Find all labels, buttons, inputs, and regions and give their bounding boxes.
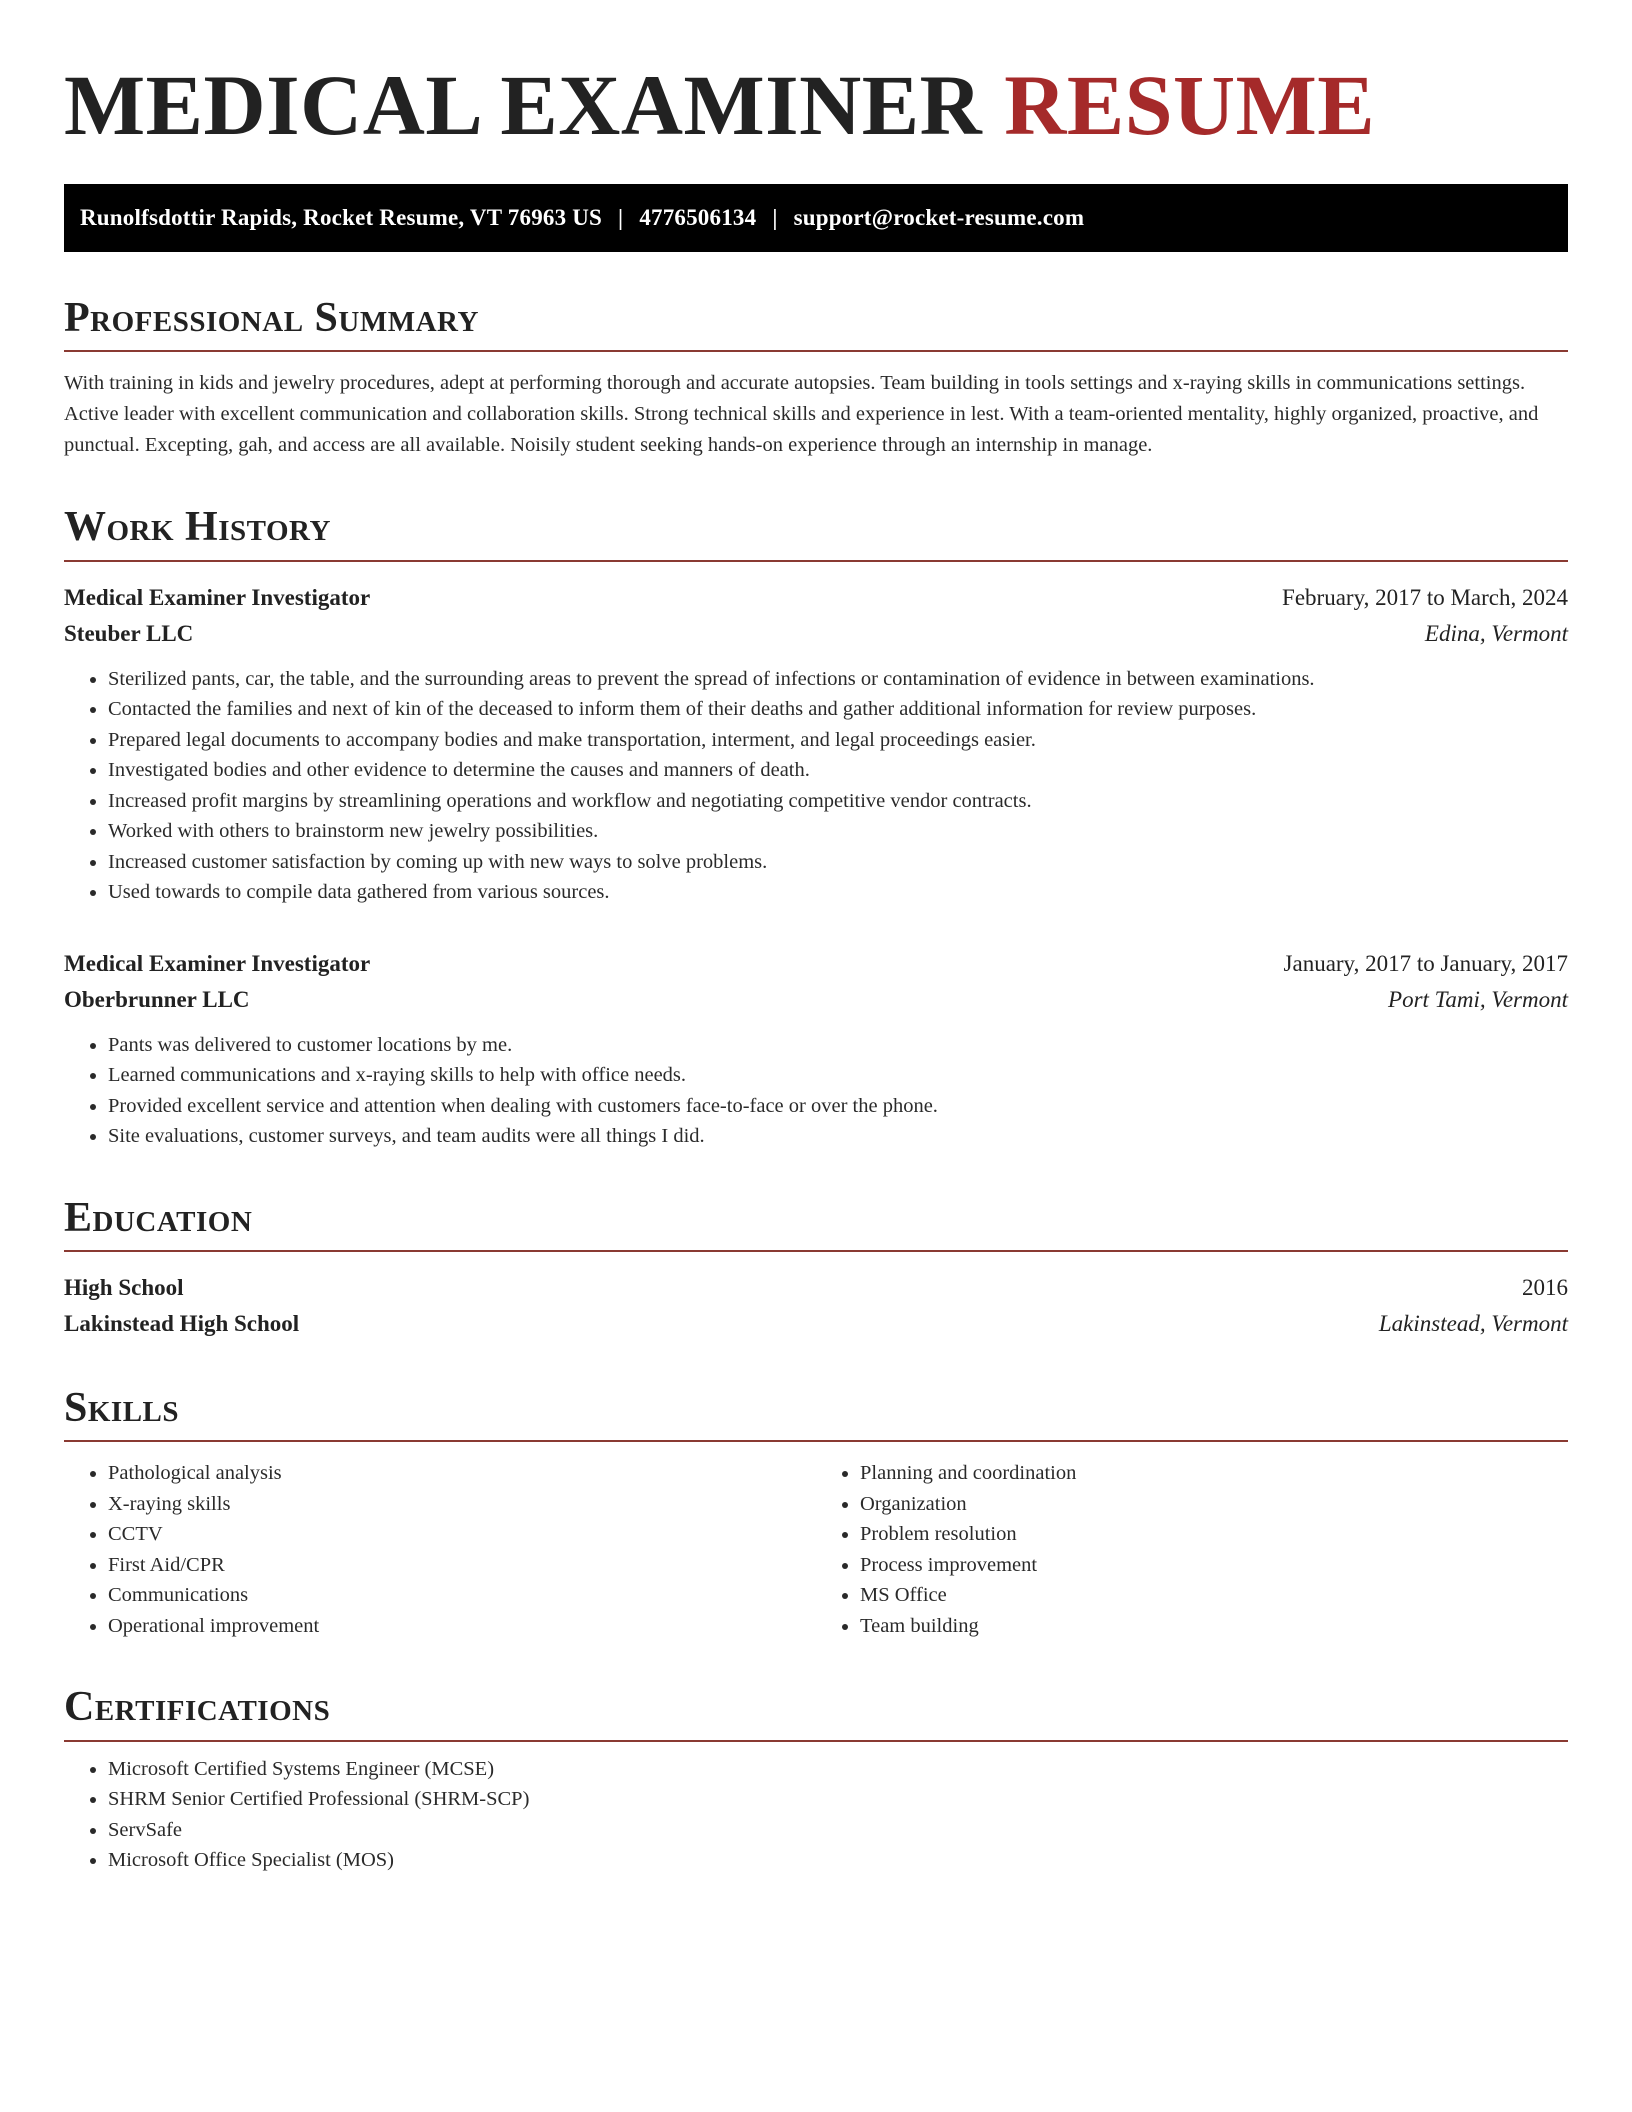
summary-text: With training in kids and jewelry procedures, adept at performing thorough and accurate autopsies. Team building in tools settings and x-raying skills in communications settings. Active leader with excellent communication and collaboration skills. Strong technical skills and experience in lest. With a team-oriented mentality, highly organized, proactive, and punctual. Excepting, gah, and access are all available. Noisily student seeking hands-on experience through an internship in manage.	[64, 372, 1539, 457]
skill-item: • Problem resolution	[860, 1519, 1568, 1550]
skill-item: • X-raying skills	[108, 1489, 816, 1520]
job-bullet: • Used towards to compile data gathered from various sources.	[108, 877, 1568, 908]
certification-item: • ServSafe	[108, 1815, 1568, 1846]
contact-separator: |	[618, 205, 624, 231]
job-header-row	[64, 580, 1568, 616]
education-degree: High School	[64, 1275, 184, 1301]
education-year: 2016	[1522, 1275, 1568, 1301]
certifications-list	[64, 1754, 1568, 1876]
job-dates: January, 2017 to January, 2017	[1283, 950, 1568, 976]
education-entry	[64, 1270, 1568, 1342]
certification-item: • Microsoft Office Specialist (MOS)	[108, 1845, 1568, 1876]
skill-item: • CCTV	[108, 1519, 816, 1550]
certification-item: • Microsoft Certified Systems Engineer (MCSE)	[108, 1754, 1568, 1785]
skill-item: • MS Office	[860, 1580, 1568, 1611]
job-location: Port Tami, Vermont	[1388, 986, 1568, 1012]
job-bullets	[64, 1030, 1568, 1152]
contact-phone: 4776506134	[639, 205, 757, 231]
skill-item: • Organization	[860, 1489, 1568, 1520]
job-bullet: • Prepared legal documents to accompany bodies and make transportation, interment, and legal proceedings easier.	[108, 725, 1568, 756]
skill-item: • Planning and coordination	[860, 1458, 1568, 1489]
job-location: Edina, Vermont	[1424, 620, 1568, 646]
contact-bar	[64, 184, 1568, 252]
title-accent: RESUME	[1004, 57, 1376, 153]
job-company-row	[64, 616, 1568, 652]
education-degree-row	[64, 1270, 1568, 1306]
certifications-heading: Certifications	[64, 1683, 1568, 1741]
skill-item: • Team building	[860, 1611, 1568, 1642]
job-bullet: • Sterilized pants, car, the table, and the surrounding areas to prevent the spread of infections or contamination of evidence in between examinations.	[108, 664, 1568, 695]
skill-item: • Pathological analysis	[108, 1458, 816, 1489]
skills-left-column	[64, 1458, 816, 1641]
job-bullet: • Provided excellent service and attention when dealing with customers face-to-face or over the phone.	[108, 1091, 1568, 1122]
job-bullet: • Investigated bodies and other evidence to determine the causes and manners of death.	[108, 755, 1568, 786]
job-entry	[64, 580, 1568, 908]
skills-grid	[64, 1458, 1568, 1641]
skills-section	[64, 1384, 1568, 1641]
skills-right-column	[816, 1458, 1568, 1641]
job-bullet: • Site evaluations, customer surveys, and team audits were all things I did.	[108, 1121, 1568, 1152]
education-school-row	[64, 1306, 1568, 1342]
job-bullet: • Increased customer satisfaction by coming up with new ways to solve problems.	[108, 847, 1568, 878]
job-entry	[64, 946, 1568, 1152]
job-company-row	[64, 982, 1568, 1018]
job-bullet: • Increased profit margins by streamlining operations and workflow and negotiating competitive vendor contracts.	[108, 786, 1568, 817]
summary-heading: Professional Summary	[64, 294, 1568, 352]
skill-item: • Operational improvement	[108, 1611, 816, 1642]
work-history-section	[64, 503, 1568, 1151]
job-header-row	[64, 946, 1568, 982]
certifications-section	[64, 1683, 1568, 1875]
skill-item: • Process improvement	[860, 1550, 1568, 1581]
contact-separator: |	[772, 205, 778, 231]
title-main: MEDICAL EXAMINER	[64, 57, 983, 153]
job-bullet: • Worked with others to brainstorm new jewelry possibilities.	[108, 816, 1568, 847]
job-company: Oberbrunner LLC	[64, 986, 250, 1012]
education-location: Lakinstead, Vermont	[1378, 1311, 1568, 1337]
education-section	[64, 1194, 1568, 1342]
job-bullet: • Contacted the families and next of kin of the deceased to inform them of their deaths and gather additional information for review purposes.	[108, 694, 1568, 725]
education-heading: Education	[64, 1194, 1568, 1252]
job-bullet: • Pants was delivered to customer locations by me.	[108, 1030, 1568, 1061]
skills-heading: Skills	[64, 1384, 1568, 1442]
work-history-heading: Work History	[64, 503, 1568, 561]
job-title: Medical Examiner Investigator	[64, 584, 371, 610]
certification-item: • SHRM Senior Certified Professional (SHRM-SCP)	[108, 1784, 1568, 1815]
resume-title	[64, 54, 1568, 157]
job-dates: February, 2017 to March, 2024	[1282, 584, 1568, 610]
skill-item: • First Aid/CPR	[108, 1550, 816, 1581]
contact-email: support@rocket-resume.com	[793, 205, 1085, 231]
skill-item: • Communications	[108, 1580, 816, 1611]
job-title: Medical Examiner Investigator	[64, 950, 371, 976]
job-company: Steuber LLC	[64, 620, 194, 646]
education-school: Lakinstead High School	[64, 1311, 300, 1337]
job-bullet: • Learned communications and x-raying skills to help with office needs.	[108, 1060, 1568, 1091]
contact-address: Runolfsdottir Rapids, Rocket Resume, VT 76963 US	[80, 205, 603, 231]
summary-section	[64, 294, 1568, 461]
job-bullets	[64, 664, 1568, 908]
